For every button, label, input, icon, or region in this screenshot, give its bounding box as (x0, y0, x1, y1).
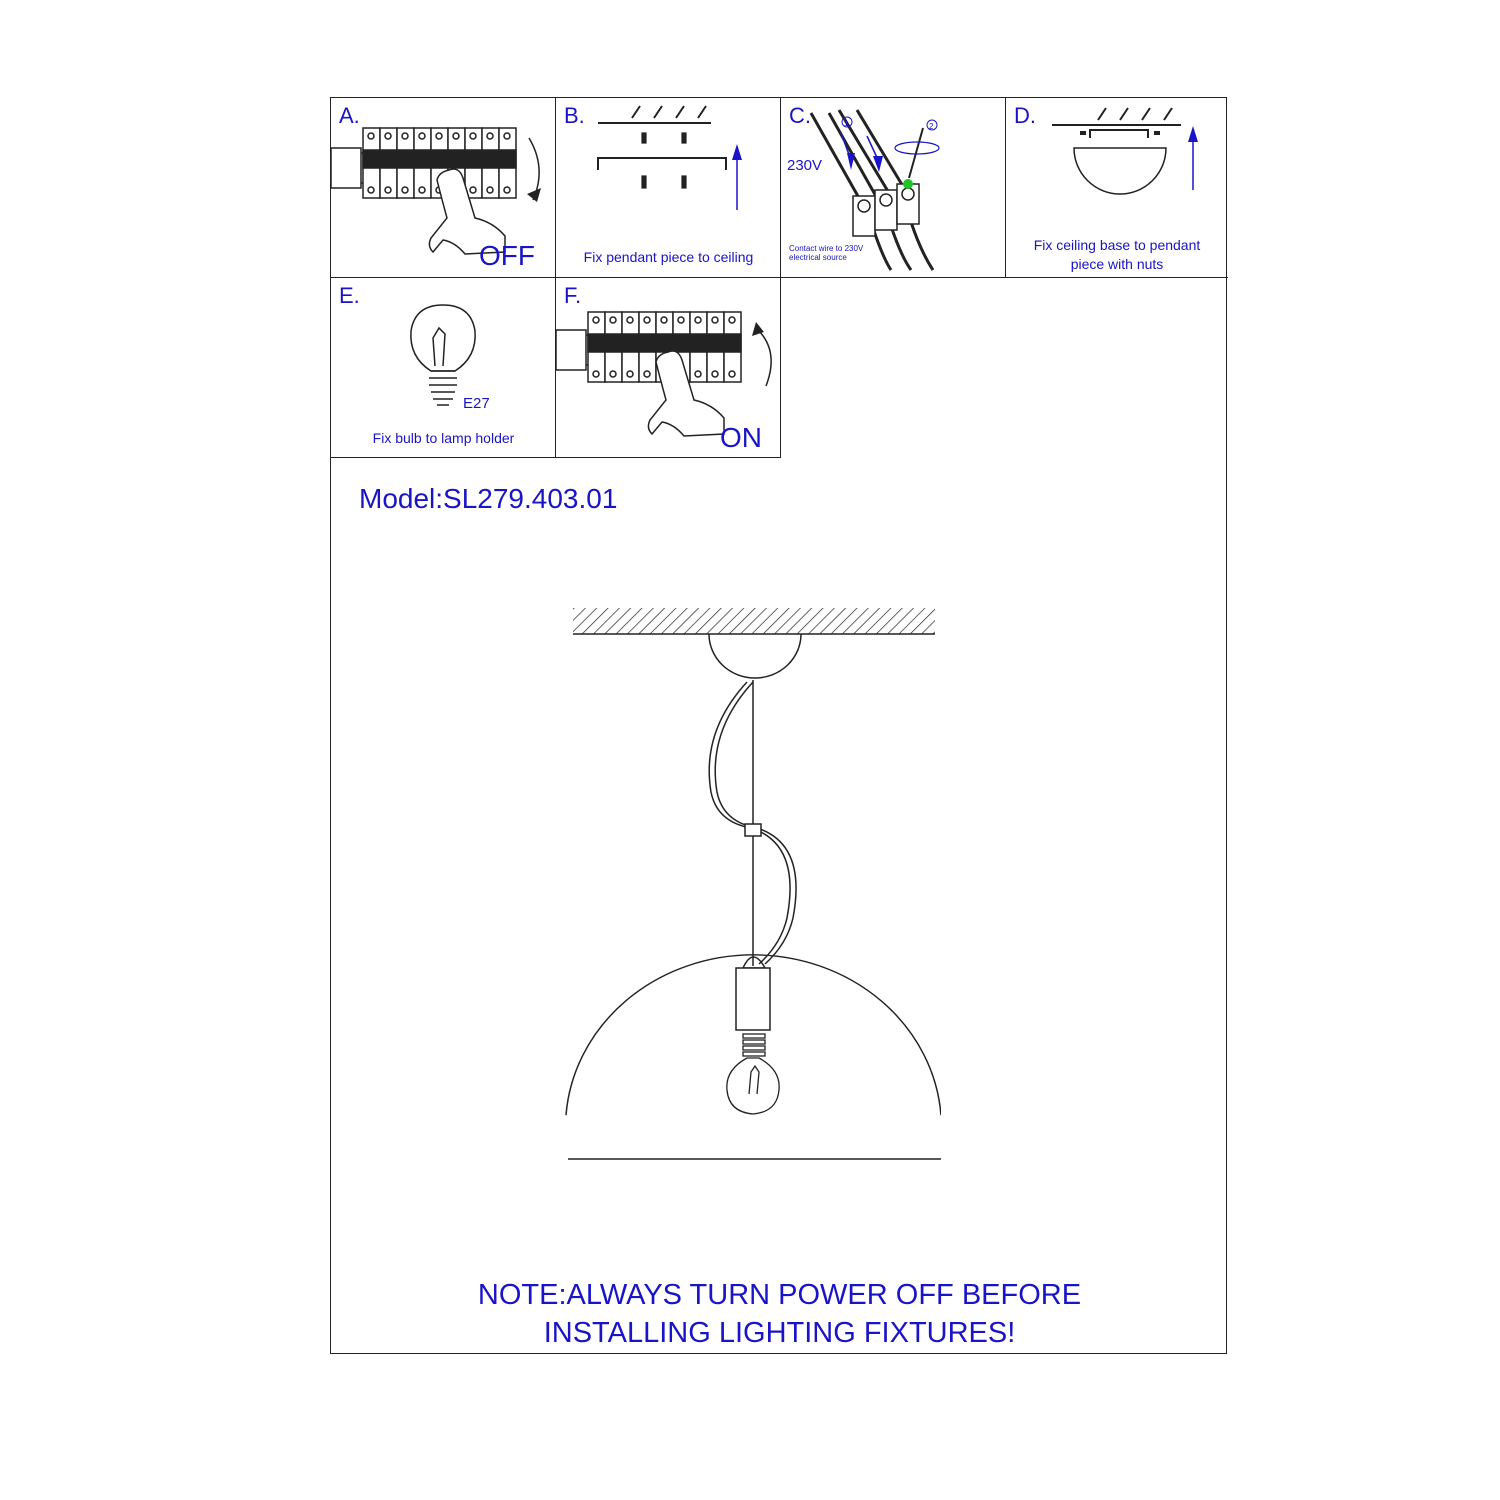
model-number: Model:SL279.403.01 (359, 483, 618, 514)
step-d-caption-line2: piece with nuts (1070, 256, 1164, 272)
step-c-caption-line1: Contact wire to 230V (789, 244, 864, 253)
step-c-panel (781, 98, 1006, 278)
step-f-letter: F. (564, 283, 582, 308)
safety-note-line2: INSTALLING LIGHTING FIXTURES! (543, 1317, 1016, 1349)
step-e-panel (331, 278, 556, 458)
screwdriver-icon (909, 128, 923, 178)
safety-note (331, 1276, 1228, 1352)
step-d-caption-line1: Fix ceiling base to pendant (1033, 237, 1201, 253)
step-c-caption-line2: electrical source (789, 253, 847, 262)
rotate-arrow-icon (756, 328, 771, 386)
step-d-letter: D. (1014, 103, 1036, 128)
state-off-label: OFF (479, 240, 535, 271)
step-b-panel (556, 98, 781, 278)
step-c-caption (789, 244, 863, 262)
safety-note-line1: NOTE:ALWAYS TURN POWER OFF BEFORE (477, 1279, 1082, 1311)
ceiling-hatch-icon (573, 608, 935, 634)
step-c-letter: C. (789, 103, 811, 128)
step-f-panel (556, 278, 781, 458)
step-a-panel (331, 98, 556, 278)
voltage-label: 230V (787, 157, 823, 174)
socket-label: E27 (463, 395, 490, 412)
step-a-letter: A. (339, 103, 360, 128)
state-on-label: ON (720, 422, 762, 453)
step-c-num1: 1 (844, 119, 849, 128)
step-e-caption: Fix bulb to lamp holder (372, 430, 515, 446)
pendant-lamp-icon (561, 598, 941, 1178)
step-b-caption: Fix pendant piece to ceiling (583, 249, 754, 265)
step-d-panel (1006, 98, 1228, 278)
instruction-sheet (330, 97, 1227, 1354)
step-c-num2: 2 (929, 122, 934, 131)
step-e-letter: E. (339, 283, 360, 308)
step-b-letter: B. (564, 103, 585, 128)
screw-icon (642, 133, 686, 188)
step-d-caption (1006, 236, 1228, 274)
